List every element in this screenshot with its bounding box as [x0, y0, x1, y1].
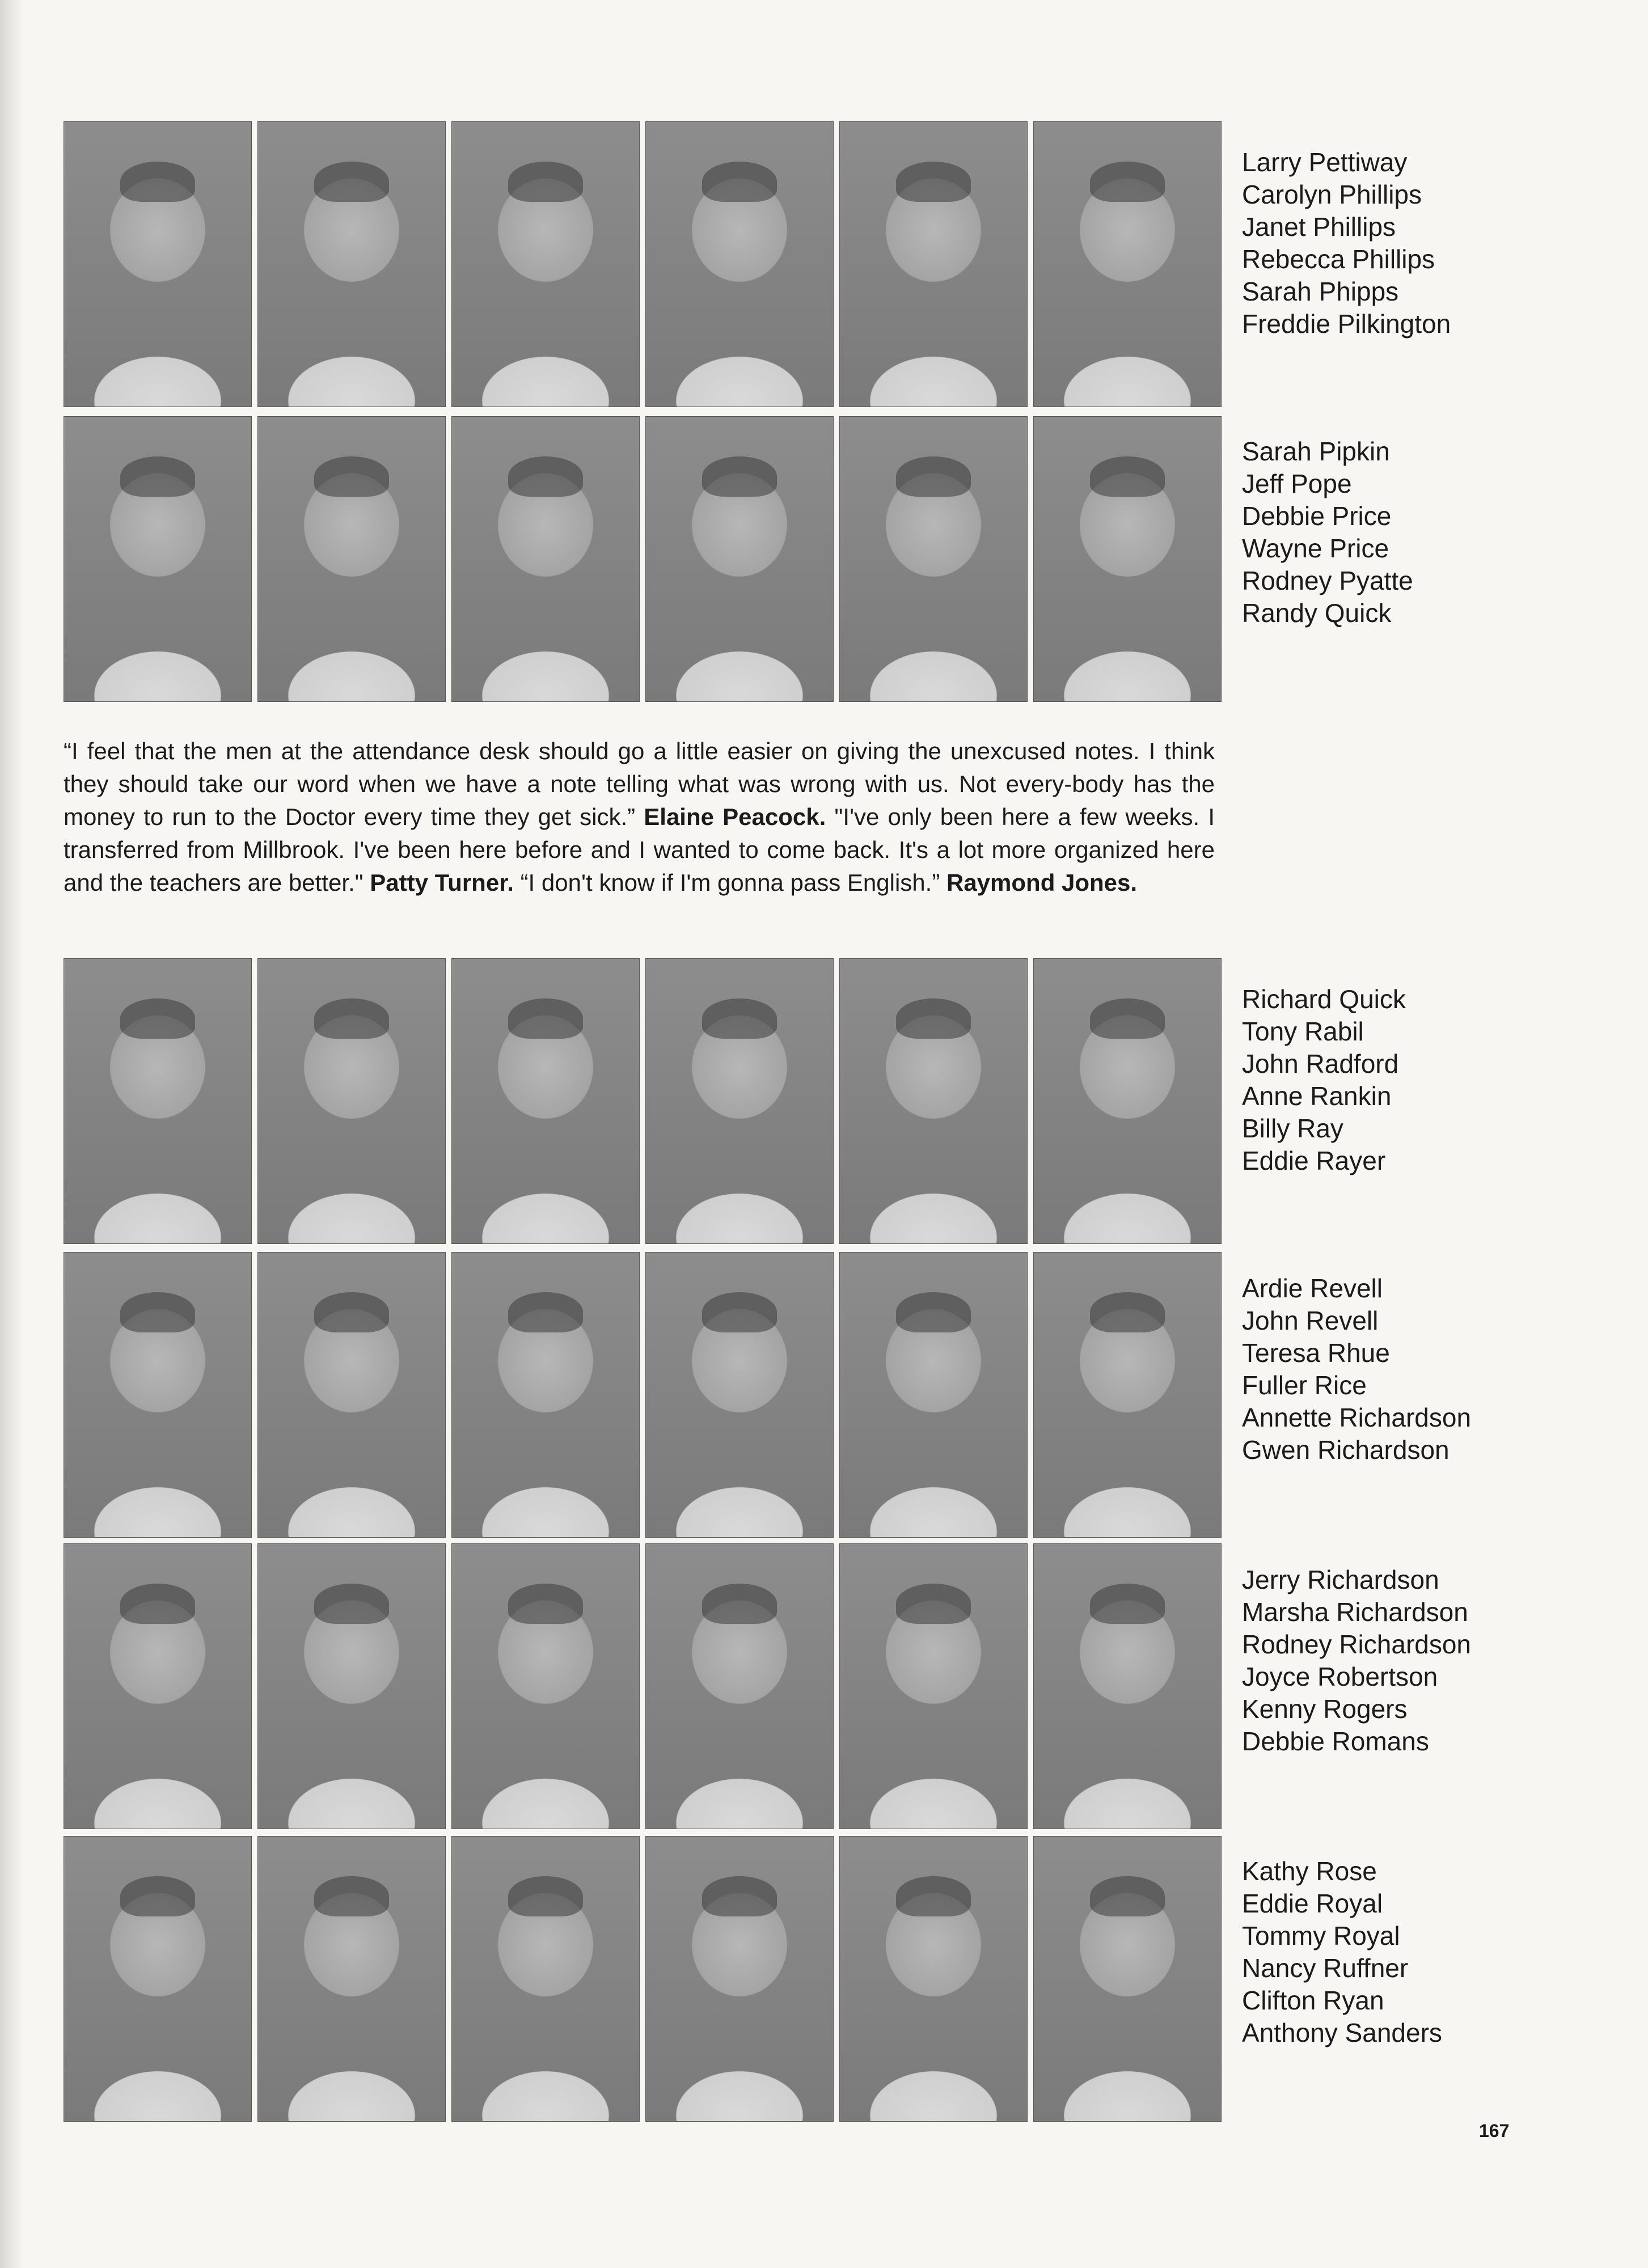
student-name: Jeff Pope: [1242, 469, 1352, 498]
portrait-photo: [451, 1252, 640, 1538]
student-name: Gwen Richardson: [1242, 1435, 1450, 1465]
student-name: Joyce Robertson: [1242, 1662, 1438, 1691]
quote-author: Elaine Peacock.: [644, 803, 826, 830]
student-name: Eddie Royal: [1242, 1889, 1383, 1918]
portrait-photo: [839, 1252, 1028, 1538]
portrait-photo: [839, 416, 1028, 702]
portrait-photo: [257, 416, 446, 702]
student-name: Randy Quick: [1242, 598, 1392, 628]
photo-row-4: [64, 1252, 1222, 1538]
portrait-photo: [64, 958, 252, 1244]
student-name: Wayne Price: [1242, 534, 1389, 563]
student-name: Kathy Rose: [1242, 1856, 1377, 1886]
portrait-photo: [451, 1543, 640, 1829]
portrait-photo: [451, 121, 640, 407]
photo-row-5: [64, 1543, 1222, 1829]
names-list-3: [1242, 983, 1406, 1177]
portrait-photo: [451, 416, 640, 702]
student-name: Sarah Phipps: [1242, 277, 1399, 306]
student-name: Anne Rankin: [1242, 1081, 1392, 1111]
portrait-photo: [645, 121, 834, 407]
student-name: Ardie Revell: [1242, 1273, 1383, 1303]
student-name: Kenny Rogers: [1242, 1694, 1408, 1724]
portrait-photo: [257, 1836, 446, 2122]
student-name: Tony Rabil: [1242, 1017, 1364, 1046]
student-name: Rodney Richardson: [1242, 1630, 1472, 1659]
portrait-photo: [257, 1543, 446, 1829]
portrait-photo: [64, 1836, 252, 2122]
names-list-1: [1242, 146, 1451, 340]
student-name: Richard Quick: [1242, 984, 1406, 1014]
portrait-photo: [1033, 416, 1222, 702]
student-name: Marsha Richardson: [1242, 1597, 1468, 1627]
portrait-photo: [645, 1252, 834, 1538]
portrait-photo: [1033, 1836, 1222, 2122]
portrait-photo: [64, 1543, 252, 1829]
portrait-photo: [1033, 121, 1222, 407]
page-number: 167: [1479, 2121, 1510, 2141]
quote-text: "I've only been here a few weeks. I transferred from Millbrook. I've been here before and I wanted to come back. It's a lot more organized here and the teachers are better.": [64, 803, 1215, 896]
names-list-2: [1242, 435, 1413, 629]
portrait-photo: [839, 121, 1028, 407]
student-name: John Revell: [1242, 1306, 1379, 1335]
portrait-photo: [64, 121, 252, 407]
photo-row-3: [64, 958, 1222, 1244]
page-binding-shadow: [0, 0, 23, 2268]
quote-author: Raymond Jones.: [946, 869, 1138, 896]
portrait-photo: [645, 416, 834, 702]
portrait-photo: [64, 416, 252, 702]
student-name: Annette Richardson: [1242, 1403, 1472, 1432]
portrait-photo: [1033, 958, 1222, 1244]
student-name: Jerry Richardson: [1242, 1565, 1439, 1594]
student-name: Carolyn Phillips: [1242, 180, 1422, 209]
photo-row-2: [64, 416, 1222, 702]
portrait-photo: [645, 1836, 834, 2122]
student-name: Debbie Price: [1242, 501, 1392, 531]
photo-row-6: [64, 1836, 1222, 2122]
student-name: Eddie Rayer: [1242, 1146, 1386, 1175]
quote-author: Patty Turner.: [370, 869, 514, 896]
portrait-photo: [451, 958, 640, 1244]
portrait-photo: [839, 1543, 1028, 1829]
portrait-photo: [839, 1836, 1028, 2122]
portrait-photo: [257, 1252, 446, 1538]
portrait-photo: [1033, 1252, 1222, 1538]
portrait-photo: [451, 1836, 640, 2122]
names-list-6: [1242, 1855, 1442, 2049]
student-name: Clifton Ryan: [1242, 1986, 1384, 2015]
quote-text: “I feel that the men at the attendance desk should go a little easier on giving the unexcused notes. I think they should take our word when we have a note telling what was wrong with us. Not every-body has the money to run to the Doctor every time they get sick.”: [64, 738, 1215, 830]
student-name: Billy Ray: [1242, 1114, 1343, 1143]
student-name: Debbie Romans: [1242, 1727, 1429, 1756]
portrait-photo: [1033, 1543, 1222, 1829]
portrait-photo: [64, 1252, 252, 1538]
student-name: Freddie Pilkington: [1242, 309, 1451, 338]
student-name: Fuller Rice: [1242, 1370, 1367, 1400]
student-name: Nancy Ruffner: [1242, 1953, 1409, 1983]
student-name: Rodney Pyatte: [1242, 566, 1413, 595]
student-name: Sarah Pipkin: [1242, 437, 1390, 466]
student-name: Larry Pettiway: [1242, 147, 1408, 177]
student-name: John Radford: [1242, 1049, 1399, 1078]
names-list-5: [1242, 1564, 1471, 1758]
student-name: Anthony Sanders: [1242, 2018, 1442, 2047]
student-name: Janet Phillips: [1242, 212, 1396, 242]
student-name: Rebecca Phillips: [1242, 244, 1435, 274]
photo-row-1: [64, 121, 1222, 407]
portrait-photo: [645, 1543, 834, 1829]
names-list-4: [1242, 1272, 1471, 1466]
student-name: Tommy Royal: [1242, 1921, 1400, 1950]
portrait-photo: [257, 121, 446, 407]
portrait-photo: [257, 958, 446, 1244]
student-quotes-paragraph: [64, 735, 1215, 899]
portrait-photo: [839, 958, 1028, 1244]
student-name: Teresa Rhue: [1242, 1338, 1390, 1368]
quote-text: “I don't know if I'm gonna pass English.”: [520, 869, 940, 896]
portrait-photo: [645, 958, 834, 1244]
